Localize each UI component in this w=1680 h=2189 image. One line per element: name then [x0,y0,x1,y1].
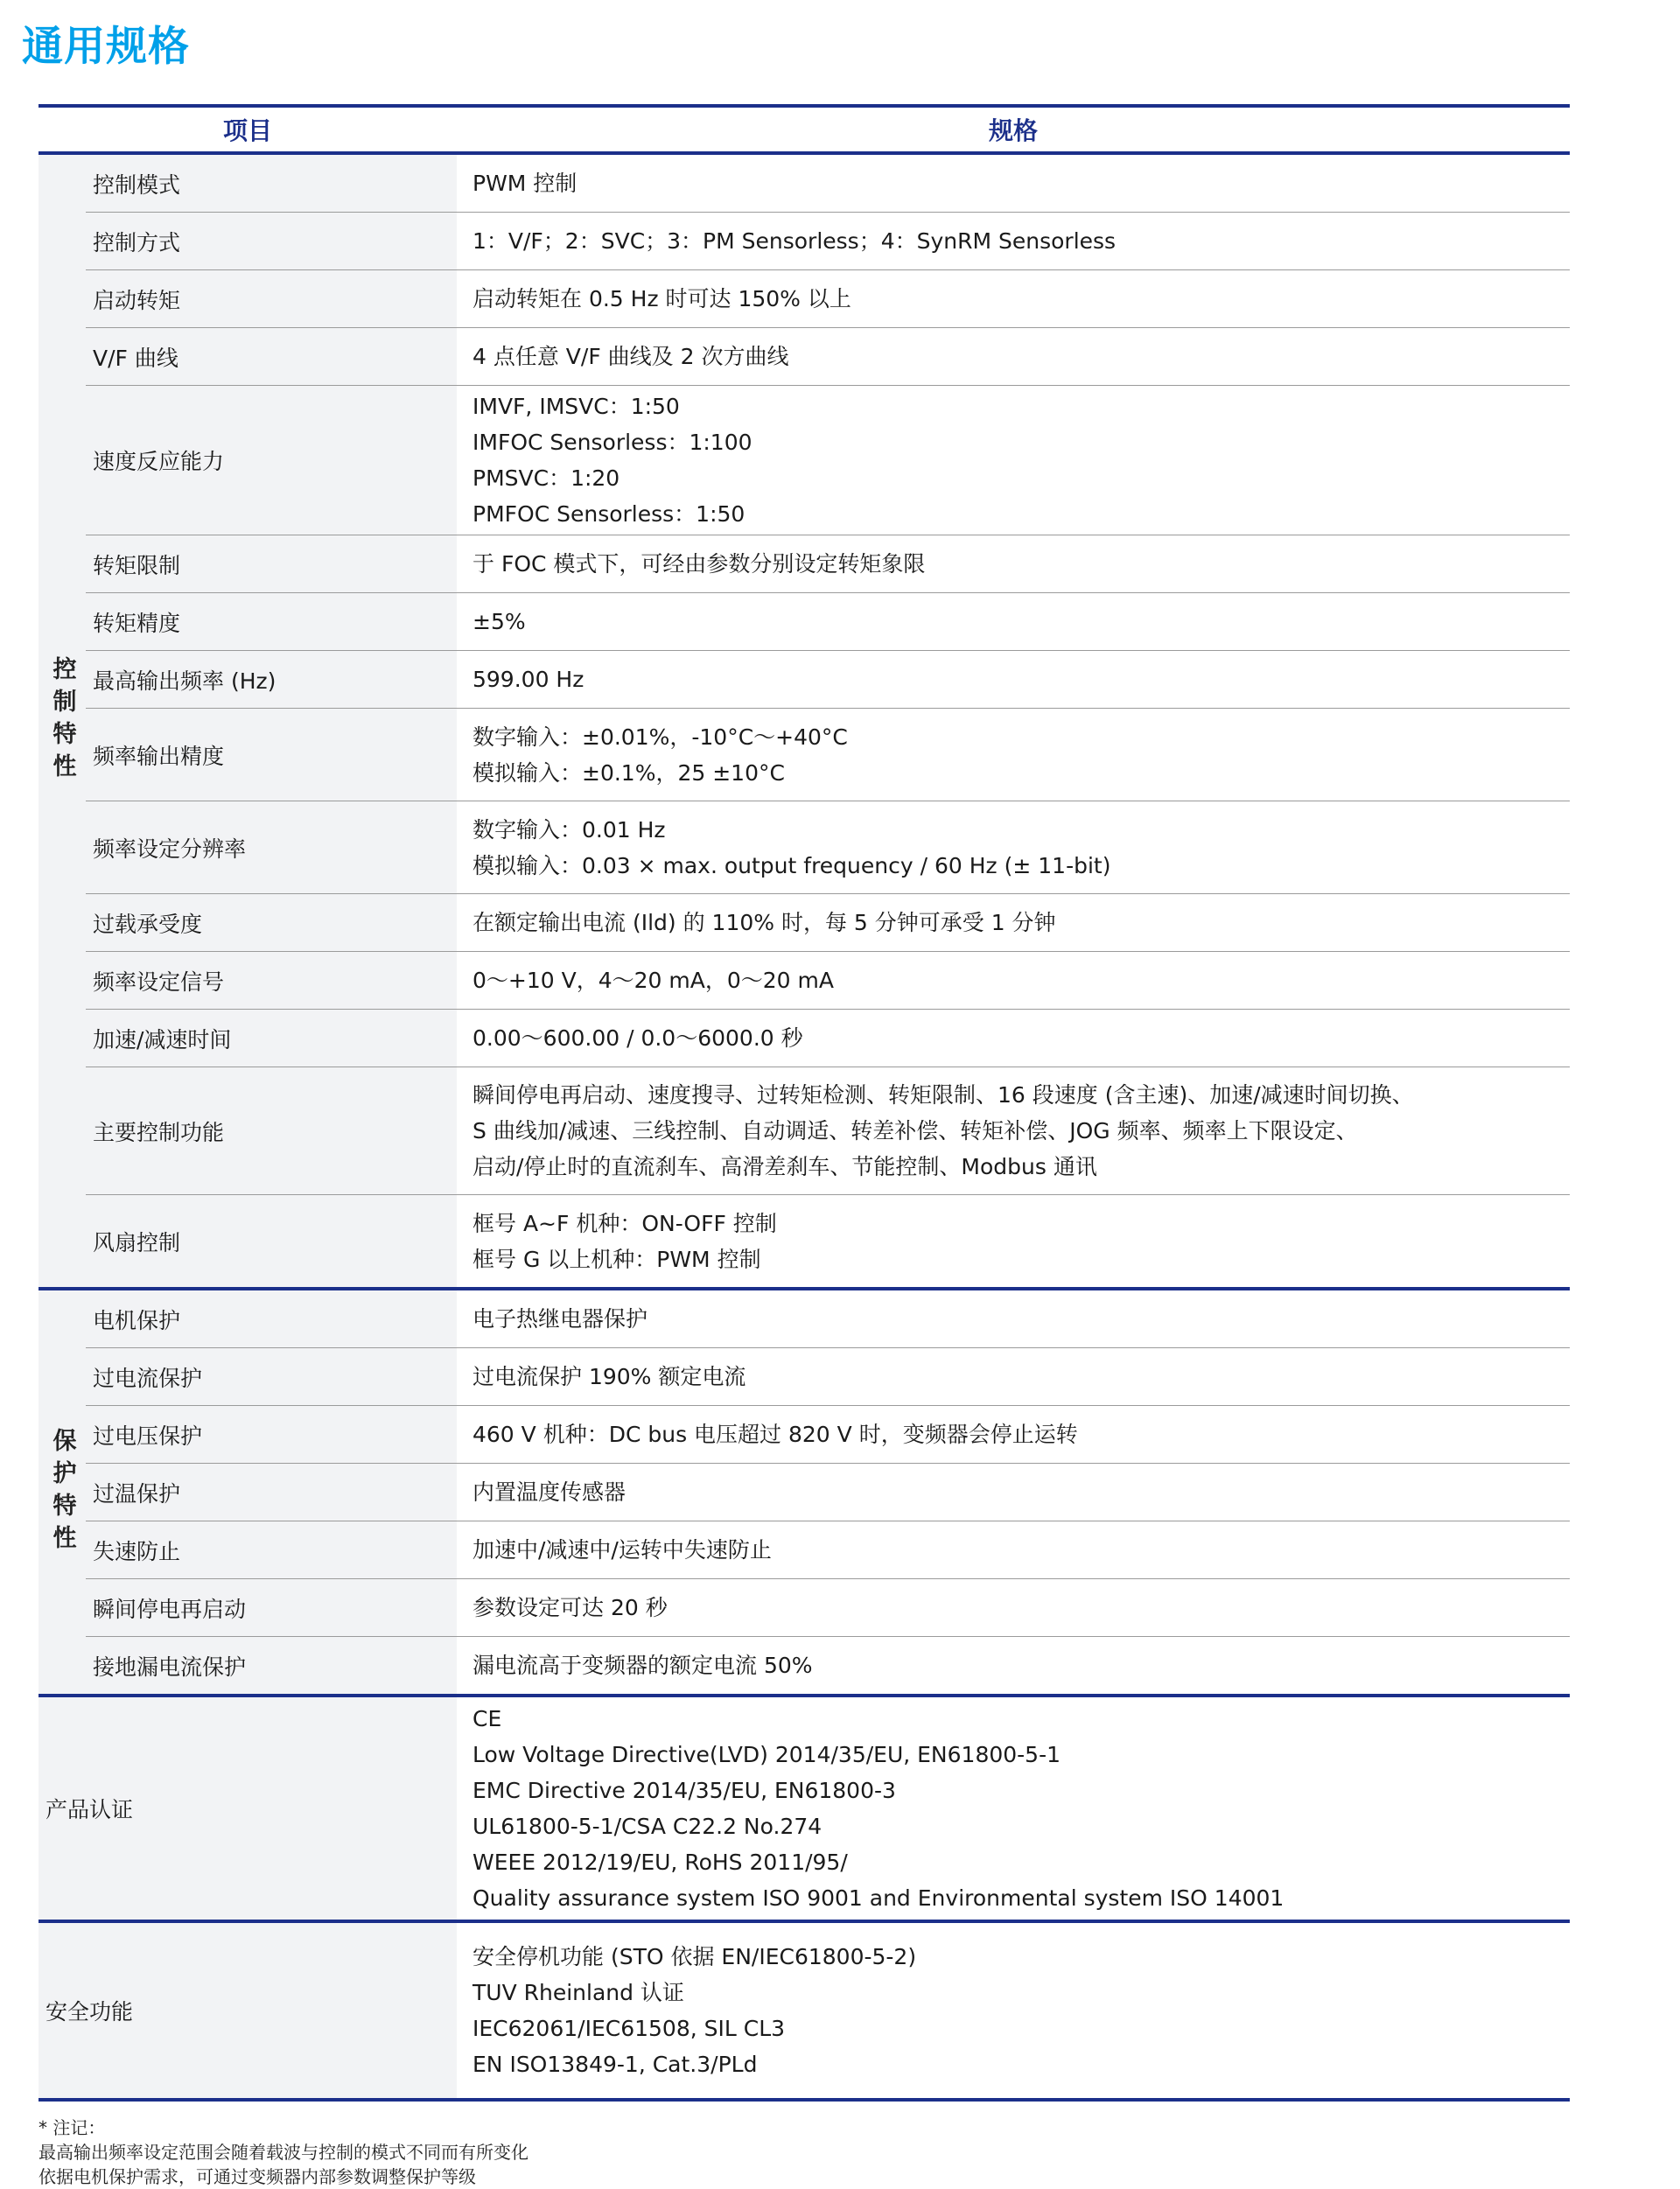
table-row [86,327,1570,385]
row-spec-value [457,894,1570,951]
table-row [86,535,1570,592]
table-row [86,1636,1570,1694]
group-column-protection [38,1290,86,1694]
spec-line: CE [472,1706,502,1731]
spec-line: EMC Directive 2014/35/EU, EN61800-3 [472,1778,896,1803]
header-spec-label: 规格 [988,116,1038,145]
row-item-label: V/F 曲线 [86,328,457,385]
table-row [86,801,1570,893]
footnotes [38,2116,1680,2189]
section-control [38,155,1570,1287]
spec-line: S 曲线加/减速、三线控制、自动调适、转差补偿、转矩补偿、JOG 频率、频率上下限设定、 [472,1118,1358,1143]
spec-line: EN ISO13849-1, Cat.3/PLd [472,2052,758,2077]
spec-line: UL61800-5-1/CSA C22.2 No.274 [472,1814,822,1839]
spec-line: ±5% [472,609,526,634]
table-row [86,1009,1570,1067]
spec-line: 瞬间停电再启动、速度搜寻、过转矩检测、转矩限制、16 段速度 (含主速)、加速/减速时间切换、 [472,1082,1414,1108]
table-row [86,155,1570,212]
row-item-label: 转矩限制 [86,535,457,592]
table-row [86,212,1570,269]
spec-line: 1：V/F；2：SVC；3：PM Sensorless；4：SynRM Sensorless [472,228,1116,254]
spec-line: Quality assurance system ISO 9001 and Environmental system ISO 14001 [472,1885,1284,1911]
row-spec-value [457,535,1570,592]
spec-line: Low Voltage Directive(LVD) 2014/35/EU, EN61800-5-1 [472,1742,1061,1767]
spec-line: 内置温度传感器 [472,1479,626,1505]
table-row [86,893,1570,951]
group-label-protection: 保护特性 [48,1427,76,1557]
table-row [86,1290,1570,1347]
row-item-label: 过电流保护 [86,1348,457,1405]
row-item-label: 瞬间停电再启动 [86,1579,457,1636]
table-row [86,951,1570,1009]
table-row [86,1194,1570,1287]
row-item-label: 启动转矩 [86,270,457,327]
row-spec-value [457,709,1570,801]
row-item-label: 风扇控制 [86,1195,457,1287]
row-spec-value [457,155,1570,212]
table-row [86,269,1570,327]
spec-line: PWM 控制 [472,171,578,196]
row-spec-value [457,270,1570,327]
row-item-label: 过温保护 [86,1464,457,1521]
spec-table [38,104,1570,2102]
row-item-label: 电机保护 [86,1290,457,1347]
spec-line: 数字输入：±0.01%，-10°C～+40°C [472,724,848,750]
spec-line: IMVF, IMSVC：1:50 [472,394,680,419]
row-item-label: 过电压保护 [86,1406,457,1463]
spec-line: 电子热继电器保护 [472,1306,648,1332]
spec-line: 4 点任意 V/F 曲线及 2 次方曲线 [472,344,789,369]
row-spec-value [457,386,1570,535]
spec-line: 模拟输入：±0.1%，25 ±10°C [472,759,785,786]
spec-line: 0.00～600.00 / 0.0～6000.0 秒 [472,1025,803,1051]
spec-line: 漏电流高于变频器的额定电流 50% [472,1653,813,1678]
row-item-label: 失速防止 [86,1521,457,1578]
row-spec-value [457,1464,1570,1521]
spec-line: 于 FOC 模式下，可经由参数分别设定转矩象限 [472,551,926,577]
row-spec-value [457,1195,1570,1287]
section-protection [38,1287,1570,1694]
row-spec-value [457,1697,1570,1920]
spec-line: 460 V 机种：DC bus 电压超过 820 V 时，变频器会停止运转 [472,1422,1078,1447]
footnote-marker: * 注记： [38,2117,106,2138]
row-spec-value [457,328,1570,385]
row-spec-value [457,1348,1570,1405]
table-row [86,385,1570,535]
row-item-label: 速度反应能力 [86,386,457,535]
row-item-label: 过载承受度 [86,894,457,951]
row-spec-value [457,1010,1570,1067]
table-row [38,1697,1570,1920]
row-spec-value [457,651,1570,708]
table-row [86,650,1570,708]
spec-line: 参数设定可达 20 秒 [472,1595,668,1620]
row-item-label: 控制方式 [86,213,457,269]
table-row [86,1578,1570,1636]
spec-line: PMSVC：1:20 [472,465,620,491]
footnote-line: 依据电机保护需求，可通过变频器内部参数调整保护等级 [38,2166,476,2187]
row-spec-value [457,213,1570,269]
row-spec-value [457,1290,1570,1347]
spec-line: 0～+10 V，4～20 mA，0～20 mA [472,968,834,993]
table-row [86,1347,1570,1405]
row-spec-value [457,1923,1570,2098]
spec-page [0,14,1680,2187]
table-row [86,1405,1570,1463]
row-spec-value [457,801,1570,893]
spec-line: 加速中/减速中/运转中失速防止 [472,1537,772,1563]
row-item-label: 接地漏电流保护 [86,1637,457,1694]
row-item-label: 产品认证 [38,1697,457,1920]
section-certification [38,1694,1570,1920]
row-spec-value [457,952,1570,1009]
row-item-label: 频率输出精度 [86,709,457,801]
row-spec-value [457,1579,1570,1636]
group-label-control: 控制特性 [48,656,76,786]
spec-line: WEEE 2012/19/EU, RoHS 2011/95/ [472,1850,848,1875]
table-row [86,1521,1570,1578]
spec-line: 数字输入：0.01 Hz [472,816,666,843]
row-spec-value [457,1521,1570,1578]
row-item-label: 控制模式 [86,155,457,212]
spec-line: PMFOC Sensorless：1:50 [472,501,746,527]
spec-line: 在额定输出电流 (Ild) 的 110% 时，每 5 分钟可承受 1 分钟 [472,910,1056,935]
row-spec-value [457,1406,1570,1463]
spec-line: 安全停机功能 (STO 依据 EN/IEC61800-5-2) [472,1944,917,1969]
section-safety [38,1920,1570,2102]
spec-line: 模拟输入：0.03 × max. output frequency / 60 Hz (± 11-bit) [472,852,1111,878]
row-spec-value [457,593,1570,650]
row-item-label: 主要控制功能 [86,1067,457,1194]
spec-line: 框号 A~F 机种：ON-OFF 控制 [472,1210,777,1236]
row-item-label: 转矩精度 [86,593,457,650]
spec-line: 599.00 Hz [472,667,584,692]
spec-line: IEC62061/IEC61508, SIL CL3 [472,2016,786,2041]
table-row [86,1067,1570,1194]
table-row [86,592,1570,650]
row-item-label: 加速/减速时间 [86,1010,457,1067]
table-row [38,1923,1570,2098]
spec-line: 过电流保护 190% 额定电流 [472,1364,746,1389]
group-column-control [38,155,86,1287]
table-row [86,1463,1570,1521]
row-item-label: 频率设定信号 [86,952,457,1009]
spec-line: 框号 G 以上机种：PWM 控制 [472,1246,761,1272]
table-header-row [38,104,1570,155]
header-item-label: 项目 [222,116,272,145]
spec-line: TUV Rheinland 认证 [472,1980,684,2005]
row-spec-value [457,1637,1570,1694]
row-item-label: 安全功能 [38,1923,457,2098]
footnote-line: 最高输出频率设定范围会随着载波与控制的模式不同而有所变化 [38,2142,528,2163]
row-spec-value [457,1067,1570,1194]
spec-line: 启动转矩在 0.5 Hz 时可达 150% 以上 [472,286,851,311]
page-title: 通用规格 [22,23,190,71]
spec-line: 启动/停止时的直流刹车、高滑差刹车、节能控制、Modbus 通讯 [472,1154,1097,1179]
row-item-label: 频率设定分辨率 [86,801,457,893]
row-item-label: 最高输出频率 (Hz) [86,651,457,708]
table-row [86,708,1570,801]
spec-line: IMFOC Sensorless：1:100 [472,430,752,455]
